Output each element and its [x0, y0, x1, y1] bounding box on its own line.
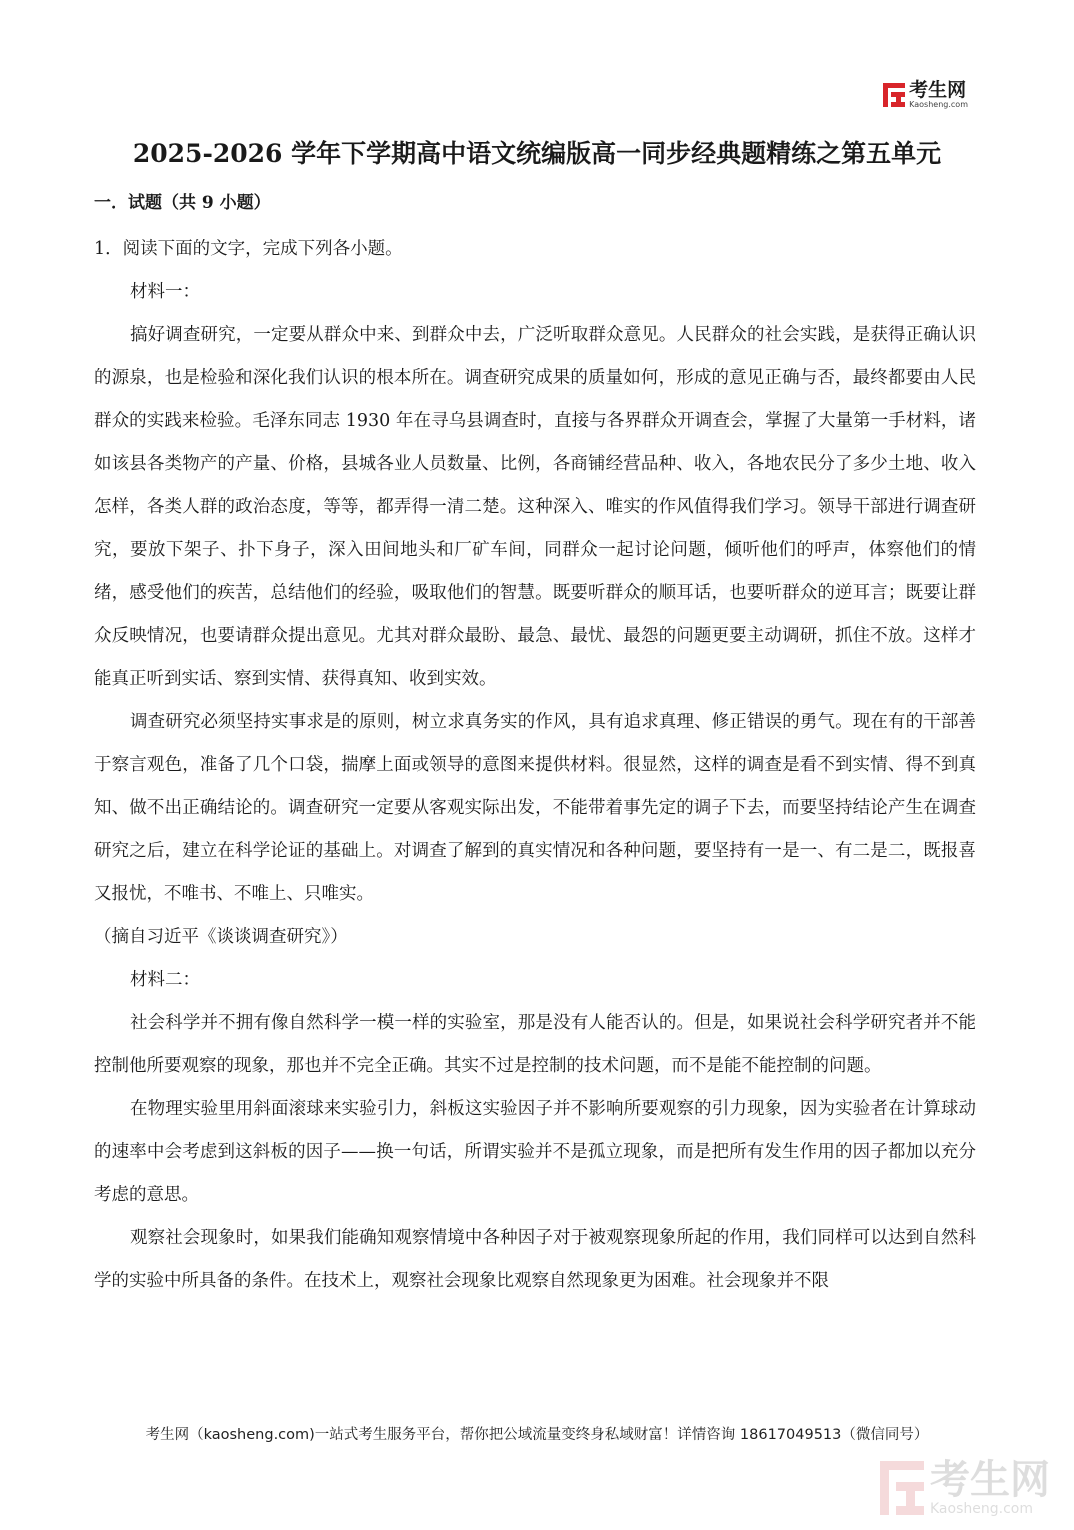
section-heading: 一．试题（共 9 小题）	[94, 193, 271, 213]
page-footer: 考生网（kaosheng.com)一站式考生服务平台，帮你把公域流量变终身私域财富！详情咨询 18617049513（微信同号）	[145, 1427, 929, 1443]
brand-logo-en: Kaosheng.com	[909, 100, 968, 109]
watermark-cn: 考生网	[930, 1457, 1050, 1503]
brand-logo	[883, 80, 968, 110]
material1-source: （摘自习近平《谈谈调查研究》）	[94, 927, 348, 947]
document-title: 2025-2026 学年下学期高中语文统编版高一同步经典题精练之第五单元	[132, 139, 942, 168]
material2-label: 材料二：	[130, 970, 200, 990]
material1-paragraph-1: 搞好调查研究，一定要从群众中来、到群众中去，广泛听取群众意见。人民群众的社会实践，是获得正确认识的源泉，也是检验和深化我们认识的根本所在。调查研究成果的质量如何，形成的意见正确与否，最终都要由人民群众的实践来检验。毛泽东同志 1930 年在寻乌县调查时，直接与各界群众开调查会，掌握了大量第一手材料，诸如该县各类物产的产量、价格，县城各业人员数量、比例，各商铺经营品种、收入，各地农民分了多少土地、收入怎样，各类人群的政治态度，等等，都弄得一清二楚。这种深入、唯实的作风值得我们学习。领导干部进行调查研究，要放下架子、扑下身子，深入田间地头和厂矿车间，同群众一起讨论问题，倾听他们的呼声，体察他们的情绪，感受他们的疾苦，总结他们的经验，吸取他们的智慧。既要听群众的顺耳话，也要听群众的逆耳言；既要让群众反映情况，也要请群众提出意见。尤其对群众最盼、最急、最忧、最怨的问题更要主动调研，抓住不放。这样才能真正听到实话、察到实情、获得真知、收到实效。	[94, 325, 976, 689]
brand-logo-mark-icon	[883, 83, 905, 107]
material2-paragraph-1: 社会科学并不拥有像自然科学一模一样的实验室，那是没有人能否认的。但是，如果说社会科学研究者并不能控制他所要观察的现象，那也并不完全正确。其实不过是控制的技术问题，而不是能不能控制的问题。	[94, 1013, 976, 1076]
watermark-en: Kaosheng.com	[930, 1501, 1033, 1517]
question-intro: 1．阅读下面的文字，完成下列各小题。	[94, 239, 403, 259]
material2-paragraph-3: 观察社会现象时，如果我们能确知观察情境中各种因子对于被观察现象所起的作用，我们同样可以达到自然科学的实验中所具备的条件。在技术上，观察社会现象比观察自然现象更为困难。社会现象并不限	[94, 1228, 976, 1291]
material2-paragraph-2: 在物理实验里用斜面滚球来实验引力，斜板这实验因子并不影响所要观察的引力现象，因为实验者在计算球动的速率中会考虑到这斜板的因子——换一句话，所谓实验并不是孤立现象，而是把所有发生作用的因子都加以充分考虑的意思。	[94, 1099, 976, 1205]
watermark-mark-icon	[880, 1461, 924, 1515]
document-body	[94, 228, 976, 1303]
watermark	[880, 1457, 1050, 1517]
material1-label: 材料一：	[130, 282, 200, 302]
brand-logo-cn: 考生网	[909, 79, 967, 101]
material1-paragraph-2: 调查研究必须坚持实事求是的原则，树立求真务实的作风，具有追求真理、修正错误的勇气。现在有的干部善于察言观色，准备了几个口袋，揣摩上面或领导的意图来提供材料。很显然，这样的调查是看不到实情、得不到真知、做不出正确结论的。调查研究一定要从客观实际出发，不能带着事先定的调子下去，而要坚持结论产生在调查研究之后，建立在科学论证的基础上。对调查了解到的真实情况和各种问题，要坚持有一是一、有二是二，既报喜又报忧，不唯书、不唯上、只唯实。	[94, 712, 976, 904]
